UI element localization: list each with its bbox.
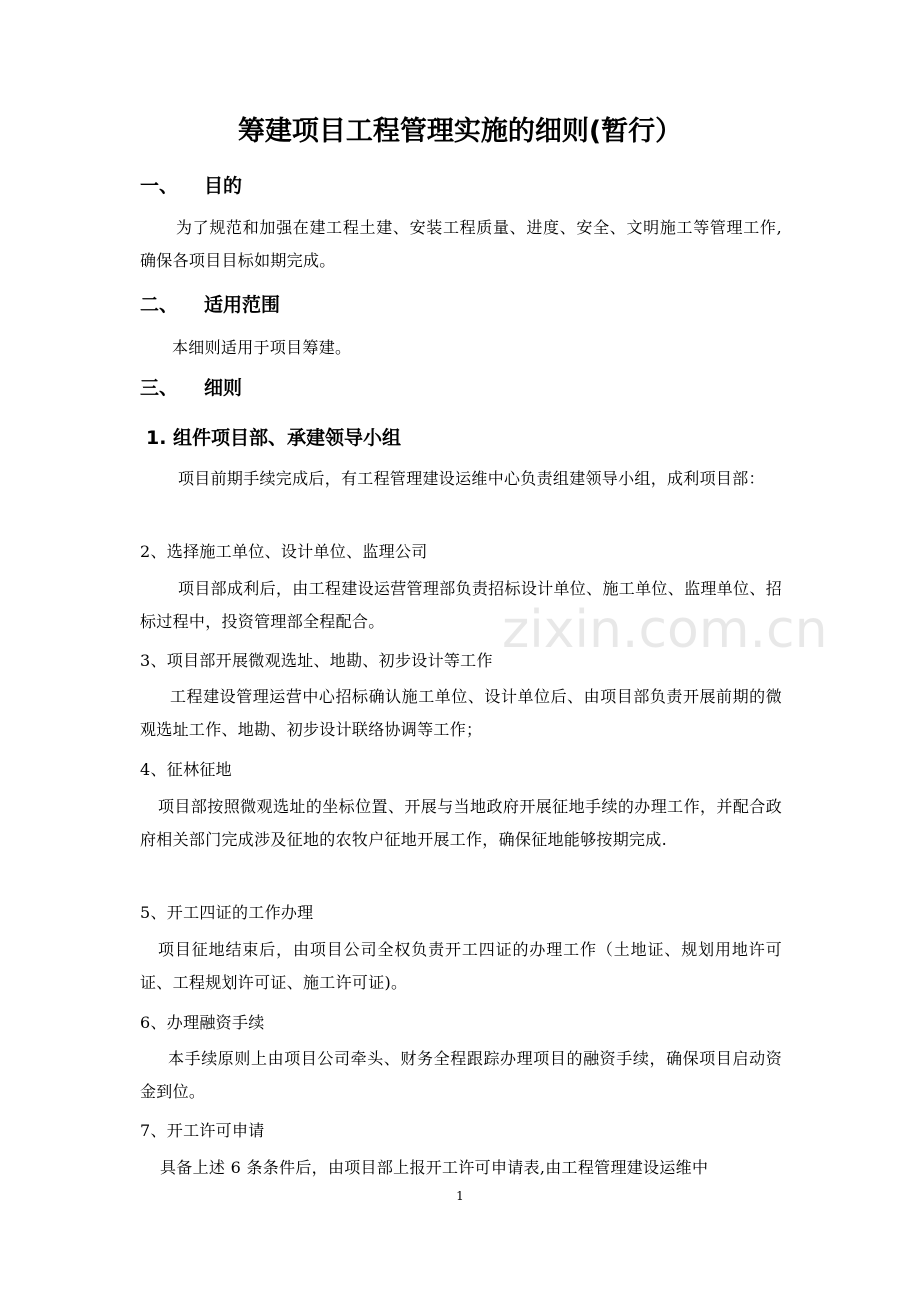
item-title: 2、选择施工单位、设计单位、监理公司 [140, 542, 428, 561]
item-paragraph: 具备上述 6 条条件后，由项目部上报开工许可申请表,由工程管理建设运维中 [160, 1158, 709, 1177]
item-title: 5、开工四证的工作办理 [140, 903, 314, 922]
item-title: 6、办理融资手续 [140, 1013, 265, 1032]
scope-paragraph: 本细则适用于项目筹建。 [172, 338, 352, 357]
item-paragraph: 工程建设管理运营中心招标确认施工单位、设计单位后、由项目部负责开展前期的微观选址工作、地勘、初步设计联络协调等工作； [140, 687, 782, 739]
item-paragraph: 项目征地结束后，由项目公司全权负责开工四证的办理工作（土地证、规划用地许可证、工程规划许可证、施工许可证)。 [140, 940, 782, 992]
subheading-project-team: 1. 组件项目部、承建领导小组 [146, 427, 402, 449]
section-number: 二、 [140, 294, 179, 316]
item-paragraph: 项目部按照微观选址的坐标位置、开展与当地政府开展征地手续的办理工作，并配合政府相关部门完成涉及征地的农牧户征地开展工作，确保征地能够按期完成. [140, 797, 782, 849]
document-title: 筹建项目工程管理实施的细则(暂行） [237, 116, 683, 147]
page-number: 1 [456, 1189, 464, 1203]
item-title: 3、项目部开展微观选址、地勘、初步设计等工作 [140, 651, 493, 670]
item-title: 4、征林征地 [140, 760, 232, 779]
section-number: 一、 [140, 175, 179, 197]
item-title: 7、开工许可申请 [140, 1121, 265, 1140]
section-label: 适用范围 [204, 294, 281, 316]
section-heading-purpose [140, 172, 242, 200]
section-number: 三、 [140, 377, 179, 399]
section-heading-scope [140, 291, 280, 319]
project-team-paragraph: 项目前期手续完成后，有工程管理建设运维中心负责组建领导小组，成利项目部： [178, 469, 765, 488]
watermark-logo: zixin.com.cn [502, 600, 828, 660]
item-paragraph: 本手续原则上由项目公司牵头、财务全程跟踪办理项目的融资手续，确保项目启动资金到位。 [140, 1049, 782, 1101]
item-paragraph: 项目部成利后，由工程建设运营管理部负责招标设计单位、施工单位、监理单位、招标过程中，投资管理部全程配合。 [140, 579, 782, 631]
purpose-paragraph: 为了规范和加强在建工程土建、安装工程质量、进度、安全、文明施工等管理工作,确保各项目目标如期完成。 [140, 218, 782, 270]
section-label: 细则 [204, 377, 243, 399]
section-label: 目的 [204, 175, 243, 197]
section-heading-rules [140, 374, 242, 402]
